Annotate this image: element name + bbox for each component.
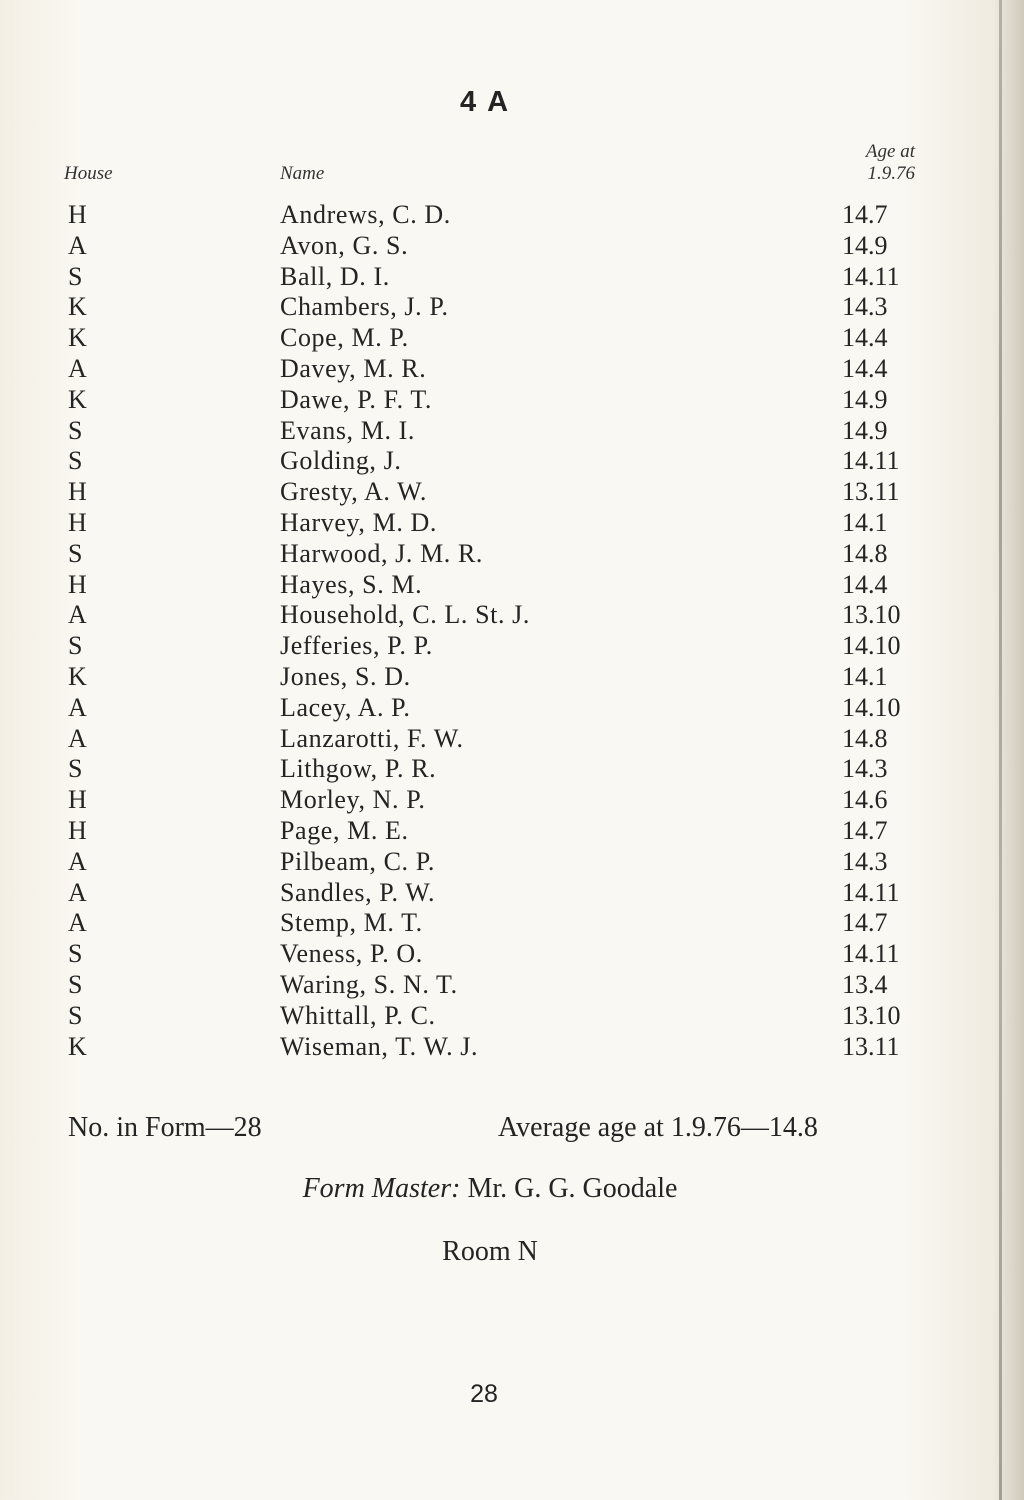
student-age: 14.6	[842, 785, 888, 815]
student-name: Morley, N. P.	[280, 785, 426, 815]
table-row	[0, 939, 1024, 970]
table-row	[0, 662, 1024, 693]
form-master-label: Form Master:	[302, 1173, 461, 1204]
student-age: 14.3	[842, 292, 888, 322]
form-title: 4 A	[459, 86, 511, 118]
table-row	[0, 908, 1024, 939]
student-age: 14.7	[842, 200, 888, 229]
student-name: Ball, D. I.	[280, 261, 390, 291]
student-age: 14.10	[842, 631, 901, 661]
student-age: 13.4	[842, 969, 888, 999]
student-house: H	[68, 815, 87, 845]
table-row	[0, 847, 1024, 878]
student-house: A	[68, 230, 87, 260]
table-row	[0, 693, 1024, 724]
student-age: 13.10	[842, 1000, 901, 1030]
student-house: S	[68, 415, 83, 445]
form-count: No. in Form—28	[68, 1112, 262, 1143]
student-house: K	[68, 292, 87, 322]
student-name: Lithgow, P. R.	[280, 754, 437, 784]
table-row	[0, 231, 1024, 262]
student-house: A	[68, 723, 87, 753]
student-name: Lanzarotti, F. W.	[280, 723, 464, 753]
student-house: S	[68, 538, 83, 568]
student-age: 14.8	[842, 723, 888, 753]
student-age: 14.7	[842, 908, 888, 938]
average-age: Average age at 1.9.76—14.8	[498, 1112, 818, 1143]
student-age: 14.9	[842, 384, 888, 414]
student-house: S	[68, 261, 83, 291]
table-row	[0, 785, 1024, 816]
column-header-name: Name	[280, 163, 325, 184]
student-name: Waring, S. N. T.	[280, 969, 458, 999]
table-row	[0, 385, 1024, 416]
student-age: 14.11	[842, 446, 900, 476]
student-name: Sandles, P. W.	[280, 877, 436, 907]
student-house: H	[68, 785, 87, 815]
student-house: S	[68, 969, 83, 999]
table-row	[0, 816, 1024, 847]
column-header-age-line2: 1.9.76	[867, 163, 915, 184]
student-house: S	[68, 446, 83, 476]
student-age: 14.1	[842, 507, 888, 537]
table-row	[0, 1032, 1024, 1063]
table-row	[0, 262, 1024, 293]
student-age: 14.10	[842, 692, 901, 722]
table-row	[0, 354, 1024, 385]
student-age: 13.11	[842, 1031, 900, 1061]
student-house: K	[68, 661, 87, 691]
column-header-age	[820, 141, 915, 185]
student-list	[0, 200, 1024, 1062]
student-name: Andrews, C. D.	[280, 200, 451, 229]
student-name: Page, M. E.	[280, 815, 409, 845]
student-name: Pilbeam, C. P.	[280, 846, 436, 876]
student-house: H	[68, 507, 87, 537]
student-name: Harvey, M. D.	[280, 507, 438, 537]
student-name: Chambers, J. P.	[280, 292, 449, 322]
table-row	[0, 1001, 1024, 1032]
table-row	[0, 600, 1024, 631]
student-age: 14.11	[842, 939, 900, 969]
student-house: S	[68, 754, 83, 784]
student-age: 14.11	[842, 877, 900, 907]
student-age: 14.4	[842, 323, 888, 353]
student-age: 14.9	[842, 415, 888, 445]
table-row	[0, 970, 1024, 1001]
student-house: H	[68, 569, 87, 599]
table-row	[0, 292, 1024, 323]
student-name: Jones, S. D.	[280, 661, 411, 691]
form-master-name: Mr. G. G. Goodale	[467, 1173, 678, 1204]
student-house: A	[68, 353, 87, 383]
student-age: 14.4	[842, 569, 888, 599]
student-age: 14.3	[842, 754, 888, 784]
room-label: Room N	[442, 1236, 538, 1267]
student-name: Wiseman, T. W. J.	[280, 1031, 479, 1061]
student-name: Hayes, S. M.	[280, 569, 423, 599]
student-house: S	[68, 1000, 83, 1030]
student-name: Lacey, A. P.	[280, 692, 411, 722]
student-house: K	[68, 1031, 87, 1061]
student-age: 14.4	[842, 353, 888, 383]
student-age: 14.7	[842, 815, 888, 845]
student-name: Evans, M. I.	[280, 415, 416, 445]
student-name: Cope, M. P.	[280, 323, 409, 353]
student-name: Golding, J.	[280, 446, 402, 476]
student-age: 13.10	[842, 600, 901, 630]
student-house: K	[68, 323, 87, 353]
student-age: 13.11	[842, 477, 900, 507]
table-row	[0, 724, 1024, 755]
student-house: A	[68, 692, 87, 722]
student-house: A	[68, 908, 87, 938]
student-house: S	[68, 939, 83, 969]
student-name: Household, C. L. St. J.	[280, 600, 530, 630]
student-house: H	[68, 477, 87, 507]
student-house: H	[68, 200, 87, 229]
student-house: A	[68, 600, 87, 630]
student-name: Avon, G. S.	[280, 230, 409, 260]
table-row	[0, 878, 1024, 909]
table-row	[0, 539, 1024, 570]
table-row	[0, 508, 1024, 539]
student-house: K	[68, 384, 87, 414]
form-master-line	[0, 1173, 980, 1205]
student-house: A	[68, 877, 87, 907]
student-name: Veness, P. O.	[280, 939, 423, 969]
table-row	[0, 754, 1024, 785]
table-row	[0, 200, 1024, 231]
table-row	[0, 631, 1024, 662]
student-age: 14.3	[842, 846, 888, 876]
student-age: 14.1	[842, 661, 888, 691]
student-name: Jefferies, P. P.	[280, 631, 433, 661]
table-row	[0, 416, 1024, 447]
student-name: Davey, M. R.	[280, 353, 427, 383]
table-row	[0, 323, 1024, 354]
student-house: S	[68, 631, 83, 661]
column-header-house: House	[64, 163, 113, 184]
column-header-age-line1: Age at	[865, 141, 915, 162]
page-number: 28	[470, 1380, 498, 1408]
student-age: 14.11	[842, 261, 900, 291]
student-name: Whittall, P. C.	[280, 1000, 436, 1030]
student-name: Gresty, A. W.	[280, 477, 427, 507]
student-age: 14.8	[842, 538, 888, 568]
student-age: 14.9	[842, 230, 888, 260]
table-row	[0, 477, 1024, 508]
table-row	[0, 570, 1024, 601]
student-name: Stemp, M. T.	[280, 908, 423, 938]
student-house: A	[68, 846, 87, 876]
table-row	[0, 446, 1024, 477]
student-name: Harwood, J. M. R.	[280, 538, 484, 568]
student-name: Dawe, P. F. T.	[280, 384, 432, 414]
